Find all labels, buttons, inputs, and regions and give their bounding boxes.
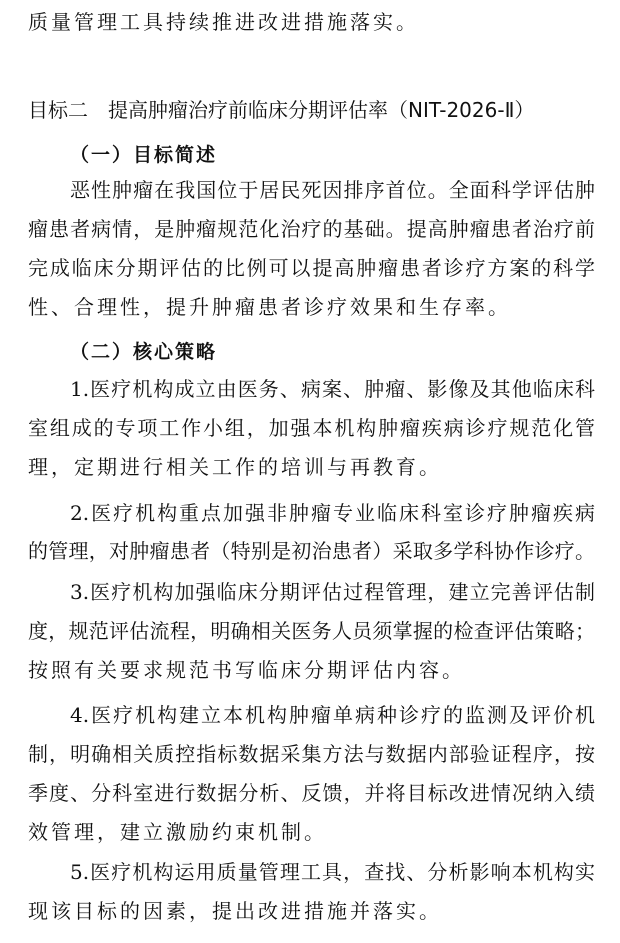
paragraph-line: 性、合理性，提升肿瘤患者诊疗效果和生存率。: [28, 295, 511, 319]
goal-title: 目标二 提高肿瘤治疗前临床分期评估率（NIT-2026-Ⅱ）: [28, 98, 535, 122]
paragraph-line: 室组成的专项工作小组，加强本机构肿瘤疾病诊疗规范化管: [28, 416, 595, 440]
paragraph-line: 的管理，对肿瘤患者（特别是初治患者）采取多学科协作诊疗。: [28, 539, 595, 563]
paragraph-line: 现该目标的因素，提出改进措施并落实。: [28, 899, 442, 923]
paragraph-line: 2.医疗机构重点加强非肿瘤专业临床科室诊疗肿瘤疾病: [70, 501, 595, 525]
paragraph-line: 质量管理工具持续推进改进措施落实。: [28, 10, 419, 34]
section-heading-overview: （一）目标简述: [70, 144, 218, 166]
paragraph-line: 效管理，建立激励约束机制。: [28, 820, 327, 844]
paragraph-line: 4.医疗机构建立本机构肿瘤单病种诊疗的监测及评价机: [70, 703, 595, 727]
paragraph-line: 季度、分科室进行数据分析、反馈，并将目标改进情况纳入绩: [28, 781, 595, 805]
paragraph-line: 完成临床分期评估的比例可以提高肿瘤患者诊疗方案的科学: [28, 256, 595, 280]
paragraph-line: 恶性肿瘤在我国位于居民死因排序首位。全面科学评估肿: [70, 178, 595, 202]
paragraph-line: 5.医疗机构运用质量管理工具，查找、分析影响本机构实: [70, 860, 595, 884]
paragraph-line: 制，明确相关质控指标数据采集方法与数据内部验证程序，按: [28, 742, 595, 766]
paragraph-line: 度，规范评估流程，明确相关医务人员须掌握的检查评估策略；: [28, 619, 595, 643]
paragraph-line: 理，定期进行相关工作的培训与再教育。: [28, 455, 442, 479]
paragraph-line: 按照有关要求规范书写临床分期评估内容。: [28, 658, 465, 682]
paragraph-line: 3.医疗机构加强临床分期评估过程管理，建立完善评估制: [70, 580, 595, 604]
section-heading-strategy: （二）核心策略: [70, 341, 218, 363]
paragraph-line: 1.医疗机构成立由医务、病案、肿瘤、影像及其他临床科: [70, 377, 595, 401]
paragraph-line: 瘤患者病情，是肿瘤规范化治疗的基础。提高肿瘤患者治疗前: [28, 217, 595, 241]
